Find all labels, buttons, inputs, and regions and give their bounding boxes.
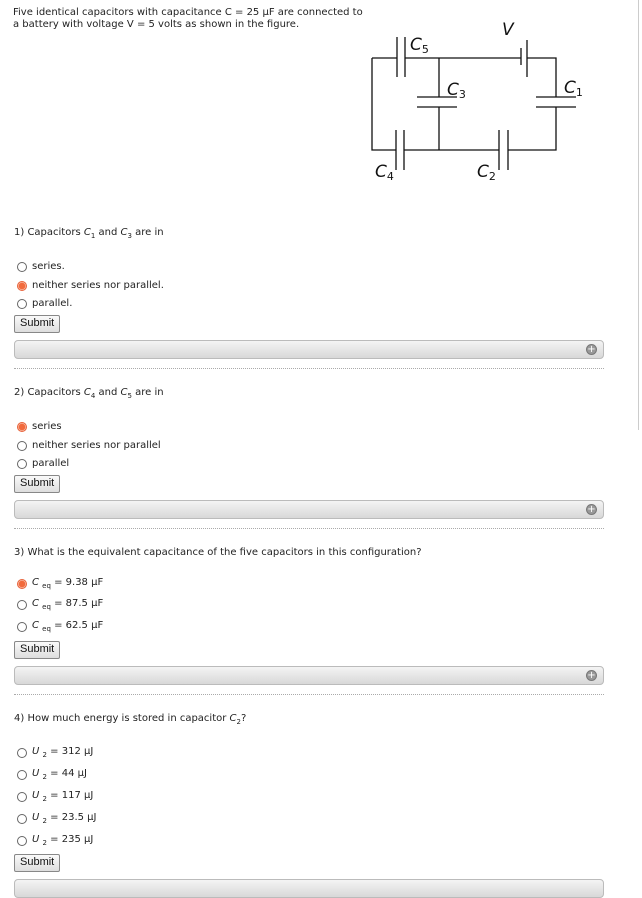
label-c3: C3: [447, 80, 466, 101]
radio-button-selected[interactable]: [17, 281, 27, 291]
q2-option-series[interactable]: [17, 421, 62, 432]
problem-intro: Five identical capacitors with capacitance C = 25 μF are connected to a battery with voltage V = 5 volts as shown in the figure.: [13, 7, 363, 30]
option-label: U $_2$ = 312 μJ: [32, 746, 94, 759]
option-label: U $_2$ = 117 μJ: [32, 790, 94, 803]
q3-option-3[interactable]: [17, 620, 103, 633]
q4-option-2[interactable]: [17, 768, 87, 781]
option-label: U $_2$ = 235 μJ: [32, 834, 94, 847]
q3-option-1[interactable]: [17, 577, 103, 590]
q4-option-4[interactable]: [17, 812, 96, 825]
option-label: C $_{eq}$ = 9.38 μF: [32, 577, 104, 590]
option-label: U $_2$ = 44 μJ: [32, 768, 87, 781]
question-3: 3) What is the equivalent capacitance of the five capacitors in this configuration?: [14, 547, 422, 558]
q1-option-parallel[interactable]: [17, 298, 72, 309]
q4-option-3[interactable]: [17, 790, 93, 803]
q3-option-2[interactable]: [17, 598, 103, 611]
question-2: 2) Capacitors $C_4$ and $C_5$ are in: [14, 387, 164, 400]
radio-button[interactable]: [17, 748, 27, 758]
radio-button[interactable]: [17, 770, 27, 780]
q4-submit-button[interactable]: Submit: [14, 854, 60, 872]
expand-plus-icon[interactable]: +: [587, 504, 596, 515]
radio-button[interactable]: [17, 814, 27, 824]
divider: [14, 694, 604, 695]
radio-button[interactable]: [17, 792, 27, 802]
q2-submit-button[interactable]: Submit: [14, 475, 60, 493]
q4-option-5[interactable]: [17, 834, 93, 847]
q1-submit-button[interactable]: Submit: [14, 315, 60, 333]
radio-button[interactable]: [17, 836, 27, 846]
radio-button[interactable]: [17, 459, 27, 469]
label-c2: C2: [477, 162, 496, 183]
expand-plus-icon[interactable]: +: [587, 344, 596, 355]
option-label: series: [32, 421, 62, 432]
option-label: U $_2$ = 23.5 μJ: [32, 812, 97, 825]
divider: [14, 368, 604, 369]
expand-plus-icon[interactable]: +: [587, 670, 596, 681]
radio-button[interactable]: [17, 262, 27, 272]
q1-feedback-bar[interactable]: [14, 340, 604, 359]
label-c5: C5: [410, 35, 429, 56]
option-label: series.: [32, 261, 65, 272]
q3-feedback-bar[interactable]: [14, 666, 604, 685]
option-label: C $_{eq}$ = 87.5 μF: [32, 598, 104, 611]
radio-button[interactable]: [17, 441, 27, 451]
q2-feedback-bar[interactable]: [14, 500, 604, 519]
divider: [14, 528, 604, 529]
question-1: 1) Capacitors $C_1$ and $C_3$ are in: [14, 227, 164, 240]
option-label: parallel: [32, 458, 70, 469]
q1-option-neither[interactable]: [17, 280, 164, 291]
radio-button-selected[interactable]: [17, 579, 27, 589]
q4-option-1[interactable]: [17, 746, 93, 759]
label-c4: C4: [375, 162, 394, 183]
question-4: 4) How much energy is stored in capacitor $C_2$?: [14, 713, 247, 726]
radio-button[interactable]: [17, 622, 27, 632]
q1-option-series[interactable]: [17, 261, 65, 272]
radio-button-selected[interactable]: [17, 422, 27, 432]
q3-submit-button[interactable]: Submit: [14, 641, 60, 659]
option-label: parallel.: [32, 298, 73, 309]
radio-button[interactable]: [17, 600, 27, 610]
label-v: V: [502, 20, 514, 40]
q4-feedback-bar[interactable]: [14, 879, 604, 898]
scrollbar-edge[interactable]: [638, 0, 639, 430]
q2-option-parallel[interactable]: [17, 458, 69, 469]
option-label: neither series nor parallel.: [32, 280, 164, 291]
label-c1: C1: [564, 78, 583, 99]
option-label: neither series nor parallel: [32, 440, 161, 451]
radio-button[interactable]: [17, 299, 27, 309]
q2-option-neither[interactable]: [17, 440, 161, 451]
option-label: C $_{eq}$ = 62.5 μF: [32, 620, 104, 633]
circuit-figure: [360, 15, 590, 190]
